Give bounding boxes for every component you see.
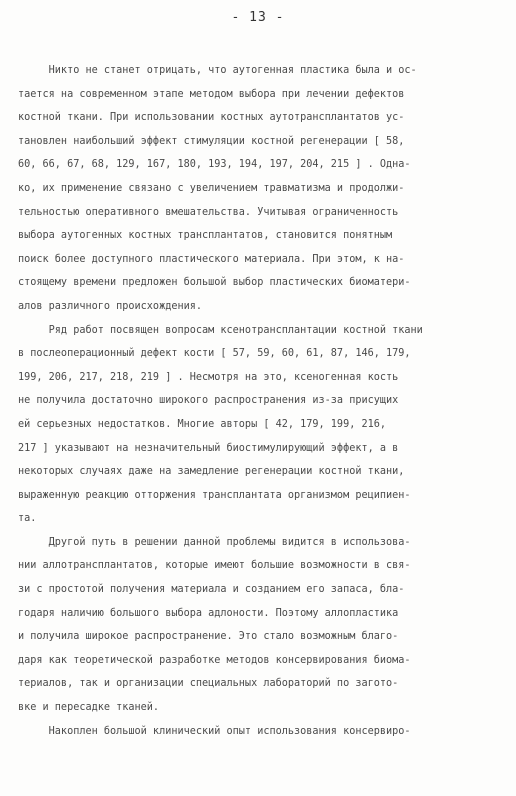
text-line: в послеоперационный дефект кости [ 57, 59, 60, 61, 87, 146, 179,	[18, 348, 411, 360]
text-line: годаря наличию большого выбора адлоности. Поэтому аллопластика	[18, 607, 399, 619]
text-line: алов различного происхождения.	[18, 300, 203, 312]
text-line: не получила достаточно широкого распространения из-за присущих	[18, 395, 399, 407]
text-line: даря как теоретической разработке методов консервирования биома-	[18, 654, 411, 666]
text-line: поиск более доступного пластического материала. При этом, к на-	[18, 253, 405, 265]
text-line: стоящему времени предложен большой выбор пластических биоматери-	[18, 277, 411, 289]
text-line: выбора аутогенных костных трансплантатов, становится понятным	[18, 230, 393, 242]
text-line: костной ткани. При использовании костных аутотрансплантатов ус-	[18, 112, 405, 124]
text-line: вке и пересадке тканей.	[18, 702, 160, 714]
text-line: териалов, так и организации специальных лабораторий по загото-	[18, 678, 399, 690]
text-line: Никто не станет отрицать, что аутогенная пластика была и ос-	[18, 65, 417, 76]
text-line: тельностью оперативного вмешательства. Учитывая ограниченность	[18, 206, 399, 218]
text-line: Накоплен большой клинический опыт использования консервиро-	[18, 725, 411, 737]
text-line: тается на современном этапе методом выбора при лечении дефектов	[18, 88, 405, 100]
text-line: Другой путь в решении данной проблемы видится в использова-	[18, 536, 411, 548]
text-line: Ряд работ посвящен вопросам ксенотрансплантации костной ткани	[18, 324, 423, 336]
text-line: нии аллотрансплантатов, которые имеют большие возможности в свя-	[18, 560, 411, 572]
text-line: и получила широкое распространение. Это стало возможным благо-	[18, 631, 399, 643]
body-text	[18, 59, 496, 743]
text-line: выраженную реакцию отторжения трансплантата организмом реципиен-	[18, 489, 411, 501]
text-line: ко, их применение связано с увеличением травматизма и продолжи-	[18, 182, 405, 194]
text-line: некоторых случаях даже на замедление регенерации костной ткани,	[18, 466, 405, 478]
text-line: та.	[18, 513, 37, 525]
text-line: 60, 66, 67, 68, 129, 167, 180, 193, 194, 197, 204, 215 ] . Одна-	[18, 159, 411, 171]
text-line: тановлен наибольший эффект стимуляции костной регенерации [ 58,	[18, 135, 405, 147]
text-line: 217 ] указывают на незначительный биостимулирующий эффект, а в	[18, 442, 399, 454]
page-number: - 13 -	[231, 10, 285, 25]
text-line: зи с простотой получения материала и созданием его запаса, бла-	[18, 584, 405, 596]
text-line: ей серьезных недостатков. Многие авторы [ 42, 179, 199, 216,	[18, 418, 387, 430]
text-line: 199, 206, 217, 218, 219 ] . Несмотря на это, ксеногенная кость	[18, 371, 399, 383]
